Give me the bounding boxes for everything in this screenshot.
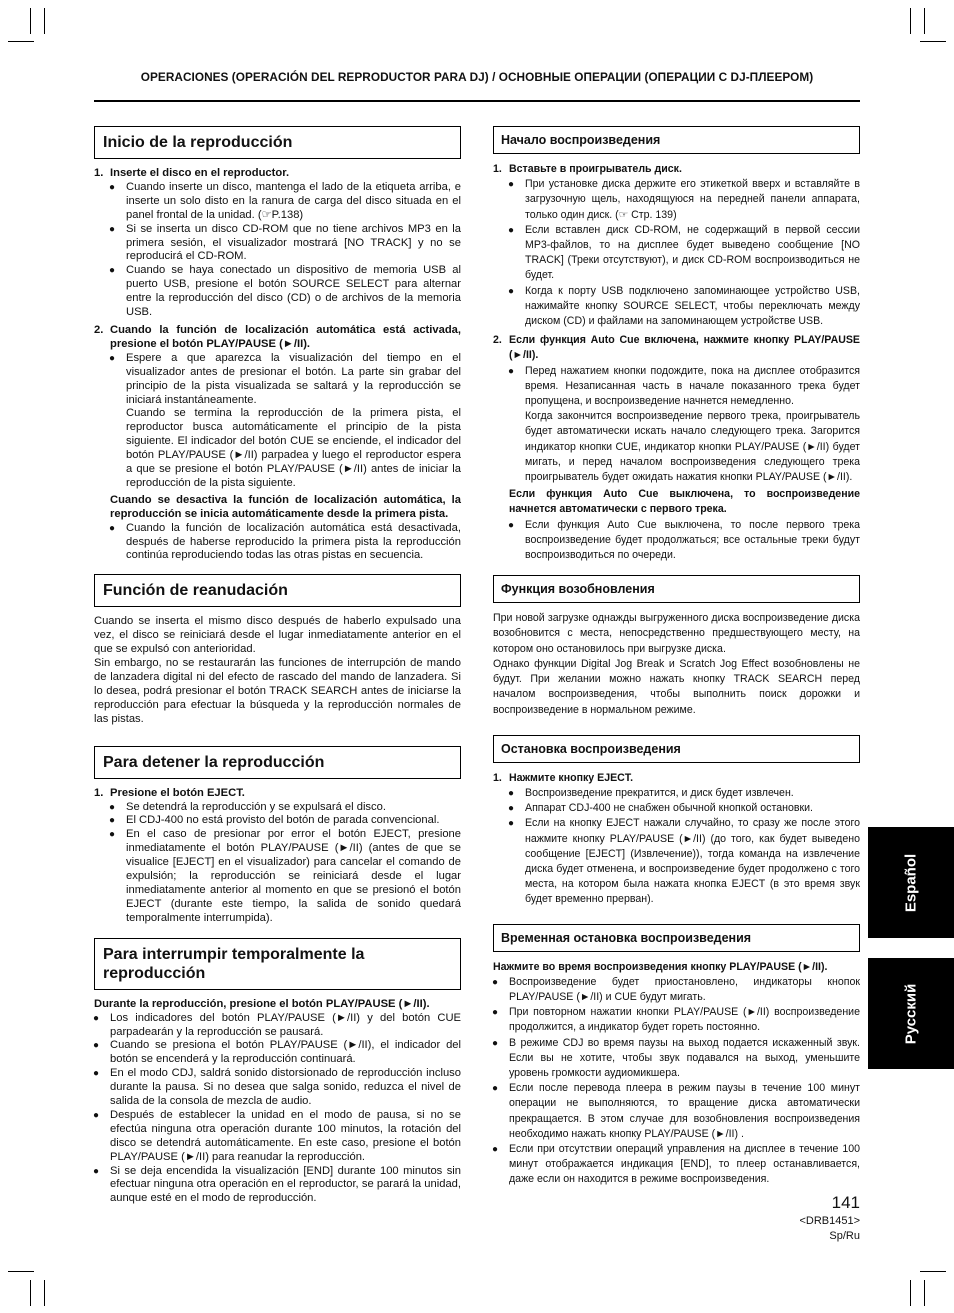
document-code bbox=[760, 1214, 860, 1244]
bullet-item: ● В режиме CDJ во время паузы на выход подается искаженный звук. Если вы не хотите, чтобы звук подавался на выход, уменьшите уровень громкости аудиомикшера. bbox=[509, 1036, 860, 1082]
section-title: Para detener la reproducción bbox=[94, 746, 461, 779]
crop-mark bbox=[920, 1271, 946, 1272]
bullet-item: ● Cuando se presiona el botón PLAY/PAUSE (►/II), el indicador del botón se encenderá y la reproducción continuará. bbox=[110, 1039, 461, 1067]
step-1: 1. Вставьте в проигрыватель диск. bbox=[493, 163, 682, 175]
crop-mark bbox=[924, 8, 925, 34]
section-vozobnovlenie bbox=[493, 575, 860, 717]
bullet-item: ● Если функция Auto Cue выключена, то после первого трека воспроизведение будет продолжаться; все остальные треки будут воспроизводиться по очереди. bbox=[525, 518, 860, 564]
bullet-item: ● Если при отсутствии операций управления на дисплее в течение 100 минут отображается индикация [END], то плеер останавливается, даже если он находится в режиме воспроизведения. bbox=[509, 1142, 860, 1188]
bullet-item: ● При повторном нажатии кнопки PLAY/PAUSE (►/II) воспроизведение продолжится, а индикатор будет гореть постоянно. bbox=[509, 1005, 860, 1035]
bullet-item: ● Если на кнопку EJECT нажали случайно, то сразу же после этого нажмите кнопку PLAY/PAUSE (►/II) (до того, как будет выведено сообщение [EJECT] (Извлечение)), тогда команда на извлечение диска будет отменена, и воспроизведение будет продолжено с того места, на котором была нажата кнопка EJECT (в это время звук будет временно прерван). bbox=[525, 816, 860, 907]
paragraph: Cuando se termina la reproducción de la primera pista, el reproductor busca automáticamente el principio de la pista siguiente. El indicador del botón CUE se enciende, el indicador del botón PLAY/PAUSE (►/II) parpadea y luego el reproductor espera a que se presione el botón PLAY/PAUSE (►/II) antes de iniciar la reproducción de la pista siguiente. bbox=[126, 407, 461, 489]
section-title: Функция возобновления bbox=[493, 575, 860, 603]
section-title: Начало воспроизведения bbox=[493, 126, 860, 154]
language-tab-label: Русский bbox=[902, 983, 920, 1044]
paragraph: При новой загрузке однажды выгруженного диска воспроизведение диска возобновится с места, непосредственно предшествующего месту, на котором оно остановилось при выгрузке диска. bbox=[493, 612, 860, 655]
subheading: Если функция Auto Cue выключена, то воспроизведение начнется автоматически с первого трека. bbox=[509, 488, 860, 516]
step-1: 1. Нажмите кнопку EJECT. bbox=[493, 771, 634, 784]
crop-mark bbox=[910, 1280, 911, 1306]
bullet-item: ● En el modo CDJ, saldrá sonido distorsionado de reproducción incluso durante la pausa. Si no desea que salga sonido, reduzca el nivel de salida de la consola de mezcla de audio. bbox=[110, 1067, 461, 1109]
crop-mark bbox=[920, 41, 946, 42]
page-number: 141 bbox=[831, 1193, 860, 1212]
step-1: 1. Presione el botón EJECT. bbox=[94, 786, 245, 799]
crop-mark bbox=[44, 8, 45, 34]
bullet-item: ● Se detendrá la reproducción y se expulsará el disco. bbox=[126, 801, 461, 815]
bullet-item: ● Cuando inserte un disco, mantenga el lado de la etiqueta arriba, e inserte un solo disto en la ranura de carga del disco situada en el panel frontal de la unidad. (☞P.138) bbox=[126, 181, 461, 223]
language-tab-espanol bbox=[868, 827, 954, 938]
bullet-item: ● Cuando se haya conectado un dispositivo de memoria USB al puerto USB, presione el botón SOURCE SELECT para alternar entre la reproducción del disco (CD) o de archivos de la memoria USB. bbox=[126, 264, 461, 320]
crop-mark bbox=[44, 1280, 45, 1306]
paragraph: Однако функции Digital Jog Break и Scratch Jog Effect возобновлены не будут. При желании можно нажать кнопку TRACK SEARCH перед началом воспроизведения, чтобы выполнить поиск дорожки и воспроизведение в нормальном режиме. bbox=[493, 657, 860, 716]
step-2: 2. Cuando la función de localización automática está activada, presione el botón PLAY/PAUSE (►/II). bbox=[94, 323, 461, 350]
section-inicio bbox=[94, 126, 461, 563]
section-ostanovka bbox=[493, 735, 860, 908]
paragraph: Когда закончится воспроизведение первого трека, проигрыватель будет автоматически искать начало следующего трека. Загорится индикатор кнопки CUE, индикатор кнопки PLAY/PAUSE (►/II) будет мигать, и перед началом воспроизведения следующего трека проигрыватель будет ожидать нажатия кнопки PLAY/PAUSE (►/II). bbox=[525, 410, 860, 484]
section-title: Остановка воспроизведения bbox=[493, 735, 860, 763]
doc-code: <DRB1451> bbox=[799, 1215, 860, 1227]
crop-mark bbox=[8, 1271, 34, 1272]
section-pausa bbox=[94, 938, 461, 1207]
crop-mark bbox=[910, 8, 911, 34]
section-title: Inicio de la reproducción bbox=[94, 126, 461, 159]
paragraph: Cuando se inserta el mismo disco después de haberlo expulsado una vez, el disco se reiniciará desde el lugar inmediatamente anterior en el que se expulsó con anterioridad. bbox=[94, 615, 461, 656]
section-title: Para interrumpir temporalmente la reproducción bbox=[94, 938, 461, 990]
section-detener bbox=[94, 746, 461, 926]
bullet-item: ● El CDJ-400 no está provisto del botón de parada convencional. bbox=[126, 814, 461, 828]
language-tab-label: Español bbox=[902, 853, 920, 912]
section-title: Función de reanudación bbox=[94, 574, 461, 607]
bullet-item: ● Если после перевода плеера в режим паузы в течение 100 минут операции не выполняются, то вращение диска автоматически прекращается. В этом случае для возобновления воспроизведения необходимо нажать кнопку PLAY/PAUSE (►/II) . bbox=[509, 1081, 860, 1142]
crop-mark bbox=[30, 1280, 31, 1306]
section-pauza bbox=[493, 924, 860, 1188]
header-divider bbox=[94, 100, 860, 102]
bullet-item: ● Los indicadores del botón PLAY/PAUSE (►/II) y del botón CUE parpadearán y la reproducción se pausará. bbox=[110, 1012, 461, 1040]
bullet-item: ● Перед нажатием кнопки подождите, пока на дисплее отобразится время. Незаписанная часть в начале показанного трека будет пропущена, и воспроизведение начнется немедленно. bbox=[525, 364, 860, 410]
section-title: Временная остановка воспроизведения bbox=[493, 924, 860, 952]
step-2: 2. Если функция Auto Cue включена, нажмите кнопку PLAY/PAUSE (►/II). bbox=[493, 334, 860, 362]
section-nachalo bbox=[493, 126, 860, 563]
bullet-item: ● Воспроизведение будет приостановлено, индикаторы кнопок PLAY/PAUSE (►/II) и CUE будут мигать. bbox=[509, 975, 860, 1005]
bullet-item: ● Después de establecer la unidad en el modo de pausa, si no se efectúa ninguna otra operación durante 100 minutos, la rotación del disco se detendrá automáticamente. En este caso, presione el botón PLAY/PAUSE (►/II) para reanudar la reproducción. bbox=[110, 1109, 461, 1165]
section-reanudacion bbox=[94, 574, 461, 726]
bullet-item: ● При установке диска держите его этикеткой вверх и вставляйте в загрузочную щель, находящуюся на передней панели аппарата, только один диск. (☞ Стр. 139) bbox=[525, 177, 860, 223]
crop-mark bbox=[924, 1280, 925, 1306]
bullet-item: ● Если вставлен диск CD-ROM, не содержащий в первой сессии MP3-файлов, то на дисплее будет выведено сообщение [NO TRACK] (Треки отсутствуют), и диск CD-ROM воспроизводиться не будет. bbox=[525, 223, 860, 284]
step-1: 1. Inserte el disco en el reproductor. bbox=[94, 167, 290, 179]
bullet-item: ● Si se deja encendida la visualización [END] durante 100 minutos sin efectuar ninguna otra operación en el reproductor, se parará la unidad, aunque esté en el modo de reproducción. bbox=[110, 1165, 461, 1207]
subheading: Cuando se desactiva la función de localización automática, la reproducción se inicia automáticamente desde la primera pista. bbox=[110, 493, 461, 520]
bullet-item: ● Espere a que aparezca la visualización del tiempo en el visualizador antes de presionar el botón. La parte sin grabar del principio de la pista visualizada se saltará y la reproducción se iniciará instantáneamente. bbox=[126, 352, 461, 408]
bullet-item: ● En el caso de presionar por error el botón EJECT, presione inmediatamente el botón PLAY/PAUSE (►/II) (antes de que se visualice [EJECT] en el visualizador) para cancelar el comando de expulsión; la reproducción se reiniciará desde el lugar inmediatamente anterior al momento en que se presionó el botón EJECT (durante este tiempo, la salida de sonido quedará temporalmente interrumpida). bbox=[126, 828, 461, 925]
crop-mark bbox=[30, 8, 31, 34]
bullet-item: ● Si se inserta un disco CD-ROM que no tiene archivos MP3 en la primera sesión, el visualizador mostrará [NO TRACK] y no se reproducirá el CD-ROM. bbox=[126, 223, 461, 265]
spanish-column bbox=[94, 126, 461, 1206]
paragraph: Sin embargo, no se restaurarán las funciones de interrupción de mando de lanzadera digital ni del efecto de rascado del mando de lanzadera. Si lo desea, podrá presionar el botón TRACK SEARCH antes de iniciarse la reproducción para efectuar la búsqueda y la reproducción normales de las pistas. bbox=[94, 657, 461, 725]
language-tab-russian bbox=[868, 958, 954, 1069]
russian-column bbox=[493, 126, 860, 1188]
bullet-item: ● Cuando la función de localización automática está desactivada, después de haberse reproducido la primera pista la reproducción continúa reproduciendo todas las otras pistas en secuencia. bbox=[126, 522, 461, 564]
lead-instruction: Durante la reproducción, presione el botón PLAY/PAUSE (►/II). bbox=[94, 997, 430, 1010]
bullet-item: ● Воспроизведение прекратится, и диск будет извлечен. bbox=[525, 786, 860, 801]
bullet-item: ● Когда к порту USB подключено запоминающее устройство USB, нажимайте кнопку SOURCE SELECT, чтобы переключать между диском (CD) и файлами на запоминающем устройстве USB. bbox=[525, 284, 860, 330]
crop-mark bbox=[8, 41, 34, 42]
bullet-item: ● Аппарат CDJ-400 не снабжен обычной кнопкой остановки. bbox=[525, 801, 860, 816]
lead-instruction: Нажмите во время воспроизведения кнопку PLAY/PAUSE (►/II). bbox=[493, 960, 828, 973]
page-header-title: OPERACIONES (OPERACIÓN DEL REPRODUCTOR PARA DJ) / ОСНОВНЫЕ ОПЕРАЦИИ (ОПЕРАЦИИ С DJ-ПЛЕЕРОМ) bbox=[140, 70, 814, 84]
lang-code: Sp/Ru bbox=[829, 1230, 860, 1242]
